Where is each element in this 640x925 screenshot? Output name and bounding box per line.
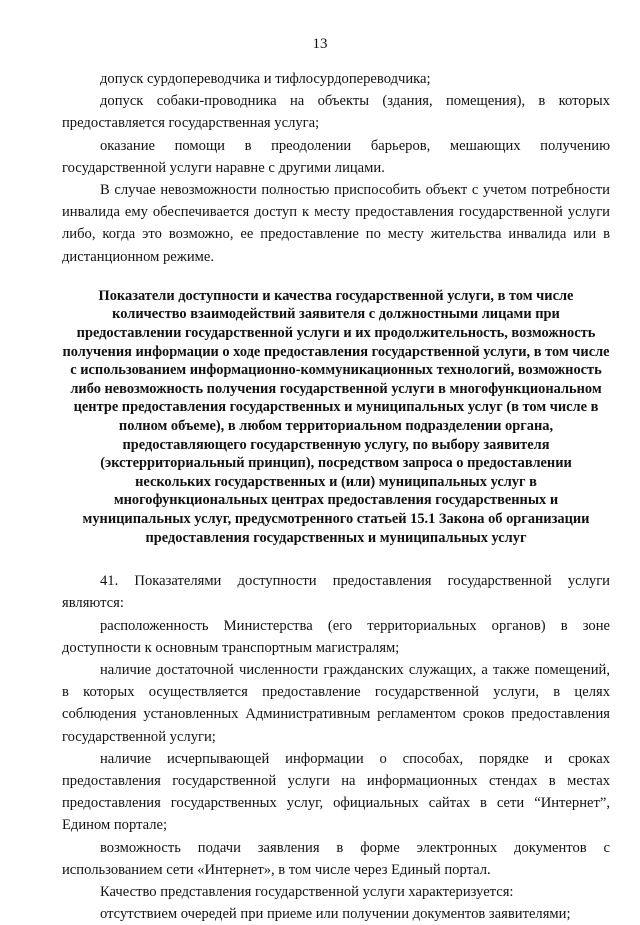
paragraph-remote-service: В случае невозможности полностью приспособить объект с учетом потребности инвалида ему обеспечивается доступ к месту предоставления государственной услуги либо, когда это возможно, ее предоставление по месту жительства инвалида или в дистанционном режиме. bbox=[62, 182, 610, 265]
paragraph-quality-intro: Качество представления государственной услуги характеризуется: bbox=[100, 883, 514, 900]
paragraph-barrier-help: оказание помощи в преодолении барьеров, мешающих получению государственной услуги наравне с другими лицами. bbox=[62, 137, 610, 176]
paragraph-electronic-application: возможность подачи заявления в форме электронных документов с использованием сети «Интернет», в том числе через Единый портал. bbox=[62, 839, 610, 878]
paragraph-staff-sufficiency: наличие достаточной численности гражданских служащих, а также помещений, в которых осуществляется предоставление государственной услуги, в целях соблюдения установленных Административным регламентом сроков предоставления государственной услуги; bbox=[62, 661, 610, 745]
paragraph-guide-dog: допуск собаки-проводника на объекты (здания, помещения), в которых предоставляется государственная услуга; bbox=[62, 93, 610, 132]
section-heading: Показатели доступности и качества государственной услуги, в том числе количество взаимодействий заявителя с должностными лицами при предоставлении государственной услуги и их продолжительность, возможность получения информации о ходе предоставления государственной услуги, в том числе с использованием информационно-коммуникационных технологий, возможность либо невозможность получения государственной услуги в многофункциональном центре предоставления государственных и муниципальных услуг (в том числе в полном объеме), в любом территориальном подразделении органа, предоставляющего государственную услугу, по выбору заявителя (экстерриториальный принцип), посредством запроса о предоставлении нескольких государственных и (или) муниципальных услуг в многофункциональных центрах предоставления государственных и муниципальных услуг, предусмотренного статьей 15.1 Закона об организации предоставления государственных и муниципальных услуг bbox=[62, 287, 610, 546]
paragraph-ministry-location: расположенность Министерства (его территориальных органов) в зоне доступности к основным транспортным магистралям; bbox=[62, 617, 610, 656]
page-number: 13 bbox=[312, 36, 328, 52]
paragraph-sign-interpreter: допуск сурдопереводчика и тифлосурдопереводчика; bbox=[100, 71, 431, 87]
paragraph-information-stands: наличие исчерпывающей информации о способах, порядке и сроках предоставления государственной услуги на информационных стендах в местах предоставления государственных услуг, официальных сайтах в сети “Интернет”, Едином портале; bbox=[62, 750, 610, 834]
document-body bbox=[62, 68, 610, 925]
paragraph-41-accessibility: 41. Показателями доступности предоставления государственной услуги являются: bbox=[62, 573, 610, 612]
paragraph-no-queues: отсутствием очередей при приеме или получении документов заявителями; bbox=[100, 906, 571, 923]
